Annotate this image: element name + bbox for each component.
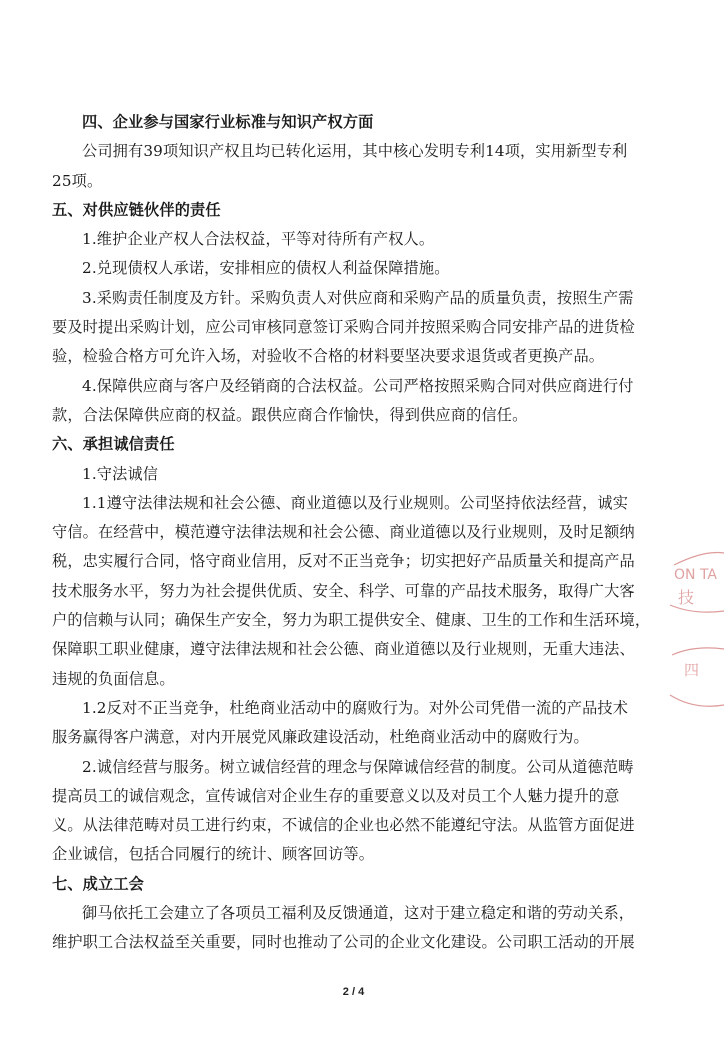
stamp-text-mid: 技: [678, 588, 695, 607]
paragraph-line: 保障职工职业健康，遵守法律法规和社会公德、商业道德以及行业规则，无重大违法、: [52, 640, 635, 659]
paragraph-line: 提高员工的诚信观念，宣传诚信对企业生存的重要意义以及对员工个人魅力提升的意: [52, 786, 620, 805]
paragraph-line: 技术服务水平，努力为社会提供优质、安全、科学、可靠的产品技术服务，取得广大客: [52, 581, 635, 600]
paragraph-line: 企业诚信，包括合同履行的统计、顾客回访等。: [52, 845, 375, 864]
page-number: 2 / 4: [342, 986, 365, 998]
paragraph-line: 税，忠实履行合同，恪守商业信用，反对不正当竞争；切实把好产品质量关和提高产品: [52, 552, 635, 571]
stamp-text-low: 四: [684, 661, 700, 679]
paragraph-line: 守信。在经营中，模范遵守法律法规和社会公德、商业道德以及行业规则，及时足额纳: [52, 523, 635, 542]
paragraph-line: 维护职工合法权益至关重要，同时也推动了公司的企业文化建设。公司职工活动的开展: [52, 933, 635, 952]
paragraph-line: 义。从法律范畴对员工进行约束，不诚信的企业也必然不能遵纪守法。从监管方面促进: [52, 816, 635, 835]
paragraph-line: 2.兑现债权人承诺，安排相应的债权人利益保障措施。: [82, 259, 450, 278]
paragraph-line: 验，检验合格方可允许入场，对验收不合格的材料要坚决要求退货或者更换产品。: [52, 347, 605, 366]
paragraph-line: 3.采购责任制度及方针。采购负责人对供应商和采购产品的质量负责，按照生产需: [82, 288, 634, 307]
subsection-heading: 1.守法诚信: [82, 464, 159, 483]
paragraph-line: 2.诚信经营与服务。树立诚信经营的理念与保障诚信经营的制度。公司从道德范畴: [82, 757, 634, 776]
section-heading-5: 五、对供应链伙伴的责任: [52, 200, 221, 219]
paragraph-line: 御马依托工会建立了各项员工福利及反馈通道，这对于建立稳定和谐的劳动关系，: [82, 904, 635, 923]
paragraph-line: 1.维护企业产权人合法权益，平等对待所有产权人。: [82, 230, 435, 249]
paragraph-line: 要及时提出采购计划，应公司审核同意签订采购合同并按照采购合同安排产品的进货检: [52, 318, 635, 337]
paragraph-line: 服务赢得客户满意，对内开展党风廉政建设活动，杜绝商业活动中的腐败行为。: [52, 728, 589, 747]
paragraph-line: 违规的负面信息。: [52, 669, 175, 688]
paragraph-line: 4.保障供应商与客户及经销商的合法权益。公司严格按照采购合同对供应商进行付: [82, 376, 634, 395]
section-heading-4: 四、企业参与国家行业标准与知识产权方面: [82, 113, 374, 131]
stamp-text-top: ON TA: [674, 567, 717, 583]
paragraph-line: 款，合法保障供应商的权益。跟供应商合作愉快，得到供应商的信任。: [52, 405, 528, 424]
seal-stamp-image: [664, 545, 724, 715]
section-heading-6: 六、承担诚信责任: [52, 435, 175, 454]
document-body: [52, 108, 651, 958]
section-heading-7: 七、成立工会: [52, 874, 145, 893]
paragraph-line: 1.1遵守法律法规和社会公德、商业道德以及行业规则。公司坚持依法经营，诚实: [82, 493, 629, 512]
paragraph-line: 公司拥有39项知识产权且均已转化运用，其中核心发明专利14项，实用新型专利: [82, 142, 628, 161]
paragraph-line: 25项。: [52, 171, 103, 190]
paragraph-line: 户的信赖与认同；确保生产安全，努力为职工提供安全、健康、卫生的工作和生活环境，: [52, 611, 651, 630]
paragraph-line: 1.2反对不正当竞争，杜绝商业活动中的腐败行为。对外公司凭借一流的产品技术: [82, 698, 629, 717]
